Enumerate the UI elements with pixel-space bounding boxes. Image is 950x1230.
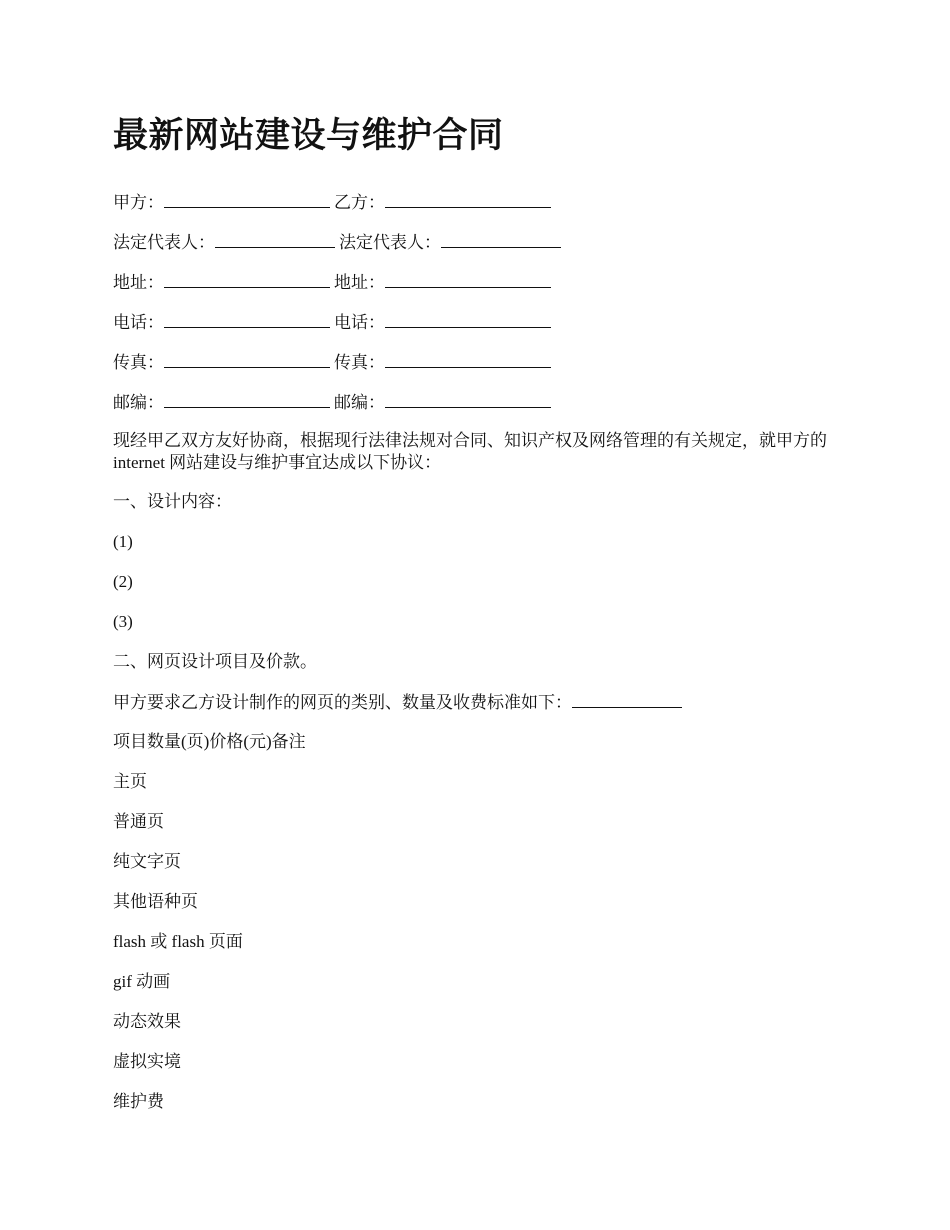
party-b-fax-label: 传真： <box>334 353 385 372</box>
pricing-row-text-only: 纯文字页 <box>113 852 181 871</box>
pricing-row-maintenance: 维护费 <box>113 1092 164 1111</box>
pricing-table-header: 项目数量(页)价格(元)备注 <box>113 732 306 751</box>
party-a-postcode-label: 邮编： <box>113 393 164 412</box>
party-b-fax-blank <box>385 350 551 368</box>
party-a-rep-label: 法定代表人： <box>113 233 215 252</box>
pricing-requirement <box>113 690 843 714</box>
party-b-address-label: 地址： <box>334 273 385 292</box>
party-a-label: 甲方： <box>113 193 164 212</box>
section-1-heading: 一、设计内容： <box>113 492 232 511</box>
design-item-2: (2) <box>113 572 133 591</box>
pricing-row-flash: flash 或 flash 页面 <box>113 932 243 951</box>
party-a-rep-blank <box>215 230 335 248</box>
pricing-row-home: 主页 <box>113 772 147 791</box>
party-b-rep-label: 法定代表人： <box>339 233 441 252</box>
design-item-3: (3) <box>113 612 133 631</box>
party-a-fax-label: 传真： <box>113 353 164 372</box>
party-row-postcode <box>113 390 843 414</box>
party-row-address <box>113 270 843 294</box>
section-2-heading: 二、网页设计项目及价款。 <box>113 652 317 671</box>
party-a-blank <box>164 190 330 208</box>
party-b-address-blank <box>385 270 551 288</box>
pricing-row-regular: 普通页 <box>113 812 164 831</box>
party-b-postcode-blank <box>385 390 551 408</box>
party-a-fax-blank <box>164 350 330 368</box>
contract-page <box>113 112 843 1130</box>
pricing-row-dynamic: 动态效果 <box>113 1012 181 1031</box>
document-title: 最新网站建设与维护合同 <box>113 116 504 155</box>
party-a-address-label: 地址： <box>113 273 164 292</box>
party-b-postcode-label: 邮编： <box>334 393 385 412</box>
party-b-blank <box>385 190 551 208</box>
party-b-phone-blank <box>385 310 551 328</box>
pricing-row-virtual: 虚拟实境 <box>113 1052 181 1071</box>
party-a-address-blank <box>164 270 330 288</box>
intro-paragraph: 现经甲乙双方友好协商，根据现行法律法规对合同、知识产权及网络管理的有关规定，就甲方的 internet 网站建设与维护事宜达成以下协议： <box>113 431 827 472</box>
party-b-rep-blank <box>441 230 561 248</box>
party-row-name <box>113 190 843 214</box>
party-b-phone-label: 电话： <box>334 313 385 332</box>
pricing-requirement-text: 甲方要求乙方设计制作的网页的类别、数量及收费标准如下： <box>113 693 572 712</box>
design-item-1: (1) <box>113 532 133 551</box>
party-b-label: 乙方： <box>334 193 385 212</box>
party-row-representative <box>113 230 843 254</box>
pricing-requirement-blank <box>572 690 682 708</box>
party-row-fax <box>113 350 843 374</box>
party-a-postcode-blank <box>164 390 330 408</box>
party-a-phone-label: 电话： <box>113 313 164 332</box>
party-a-phone-blank <box>164 310 330 328</box>
party-row-phone <box>113 310 843 334</box>
pricing-row-other-language: 其他语种页 <box>113 892 198 911</box>
pricing-row-gif: gif 动画 <box>113 972 171 991</box>
